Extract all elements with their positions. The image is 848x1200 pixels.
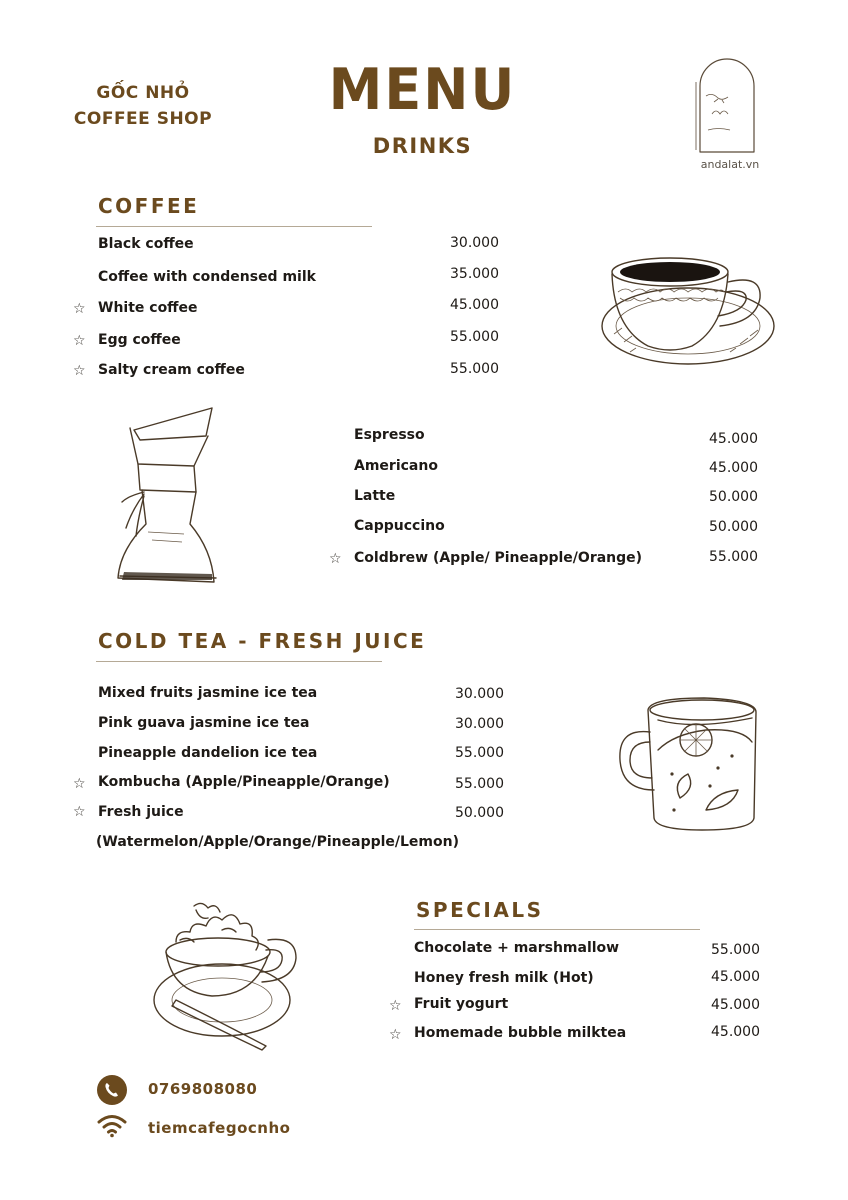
shop-name — [58, 80, 228, 132]
star-outline-icon: ☆ — [389, 1027, 402, 1043]
pour-over-coffee-icon — [108, 400, 224, 590]
menu-item-name: Latte — [354, 488, 396, 504]
menu-item-name: Kombucha (Apple/Pineapple/Orange) — [98, 774, 390, 790]
iced-tea-mug-icon — [614, 690, 764, 834]
star-outline-icon: ☆ — [73, 333, 86, 349]
menu-item-price: 45.000 — [450, 297, 499, 313]
menu-item-name: Egg coffee — [98, 332, 181, 348]
coffee-cup-icon — [600, 248, 776, 378]
menu-item-name: Coffee with condensed milk — [98, 269, 316, 285]
phone-icon — [97, 1075, 127, 1105]
star-outline-icon: ☆ — [73, 776, 86, 792]
menu-item-price: 55.000 — [455, 776, 504, 792]
menu-item-price: 55.000 — [711, 942, 760, 958]
menu-item-name: Fresh juice — [98, 804, 184, 820]
section-title-cold-tea: COLD TEA - FRESH JUICE — [98, 629, 427, 653]
section-title-specials: SPECIALS — [416, 898, 544, 922]
menu-item-price: 55.000 — [450, 329, 499, 345]
menu-item-price: 45.000 — [711, 1024, 760, 1040]
menu-item-price: 55.000 — [455, 745, 504, 761]
star-outline-icon: ☆ — [389, 998, 402, 1014]
wifi-icon — [97, 1114, 127, 1138]
star-outline-icon: ☆ — [73, 804, 86, 820]
menu-item-price: 50.000 — [709, 519, 758, 535]
menu-item-price: 55.000 — [709, 549, 758, 565]
logo-text: andalat.vn — [700, 158, 760, 171]
menu-item-name: Pink guava jasmine ice tea — [98, 715, 310, 731]
arch-logo-icon — [692, 52, 762, 156]
menu-item-name: Americano — [354, 458, 438, 474]
menu-item-name: Coldbrew (Apple/ Pineapple/Orange) — [354, 550, 643, 566]
page-title: MENU — [328, 56, 517, 123]
menu-item-price: 45.000 — [711, 997, 760, 1013]
menu-item-price: 30.000 — [455, 716, 504, 732]
menu-item-price: 45.000 — [709, 431, 758, 447]
section-title-coffee: COFFEE — [98, 194, 200, 218]
menu-item-name: Pineapple dandelion ice tea — [98, 745, 318, 761]
juice-flavors-note: (Watermelon/Apple/Orange/Pineapple/Lemon) — [96, 834, 460, 850]
menu-item-name: Cappuccino — [354, 518, 445, 534]
star-outline-icon: ☆ — [73, 301, 86, 317]
menu-item-name: Espresso — [354, 427, 425, 443]
shop-name-line2: COFFEE SHOP — [73, 109, 213, 129]
coffee-divider — [96, 226, 372, 227]
hot-chocolate-cup-icon — [150, 900, 300, 1052]
menu-item-name: Fruit yogurt — [414, 996, 509, 1012]
menu-item-name: Mixed fruits jasmine ice tea — [98, 685, 318, 701]
phone-number: 0769808080 — [148, 1080, 258, 1098]
menu-item-price: 50.000 — [455, 805, 504, 821]
menu-item-name: White coffee — [98, 300, 198, 316]
menu-item-price: 55.000 — [450, 361, 499, 377]
menu-item-price: 45.000 — [709, 460, 758, 476]
tea-divider — [96, 661, 382, 662]
shop-name-line1: GỐC NHỎ — [96, 83, 190, 103]
star-outline-icon: ☆ — [73, 363, 86, 379]
menu-item-price: 45.000 — [711, 969, 760, 985]
menu-item-price: 50.000 — [709, 489, 758, 505]
menu-item-name: Salty cream coffee — [98, 362, 245, 378]
menu-item-name: Honey fresh milk (Hot) — [414, 970, 594, 986]
menu-item-name: Black coffee — [98, 236, 194, 252]
menu-item-price: 35.000 — [450, 266, 499, 282]
menu-item-price: 30.000 — [455, 686, 504, 702]
page-subtitle: DRINKS — [372, 134, 473, 158]
menu-item-name: Chocolate + marshmallow — [414, 940, 620, 956]
star-outline-icon: ☆ — [329, 551, 342, 567]
wifi-name: tiemcafegocnho — [148, 1119, 291, 1137]
menu-item-name: Homemade bubble milktea — [414, 1025, 627, 1041]
menu-item-price: 30.000 — [450, 235, 499, 251]
specials-divider — [414, 929, 700, 930]
